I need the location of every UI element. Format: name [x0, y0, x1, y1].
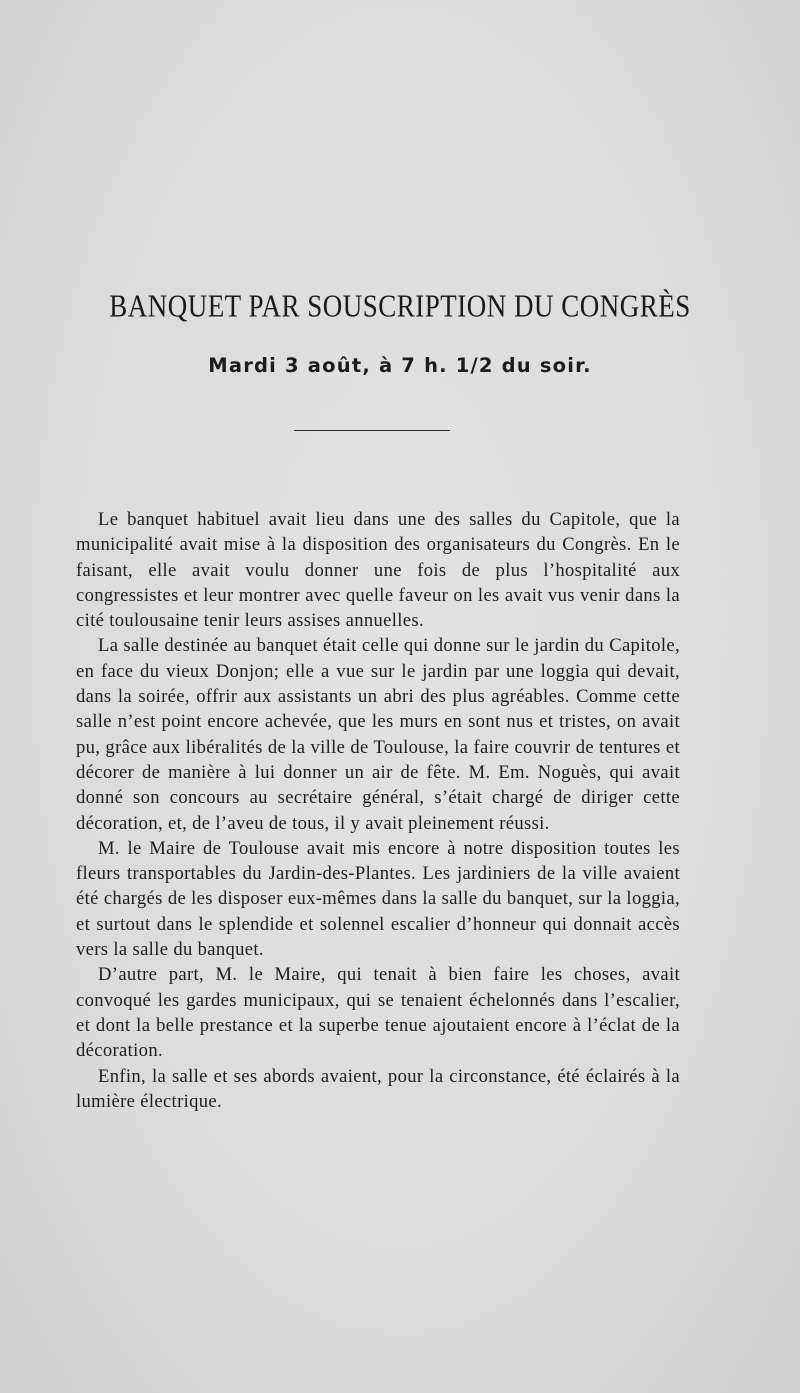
event-date-subtitle: Mardi 3 août, à 7 h. 1/2 du soir.: [208, 354, 592, 377]
paragraph-1: Le banquet habituel avait lieu dans une des salles du Capitole, que la municipalité avait mise à la disposition des organisateurs du Congrès. En le faisant, elle avait voulu donner une fois de plus l’hospitalité aux congressistes et leur montrer avec quelle faveur on les avait vus venir dans la cité toulousaine tenir leurs assises annuelles.: [76, 509, 680, 632]
page-title: BANQUET PAR SOUSCRIPTION DU CONGRÈS: [109, 288, 691, 324]
paragraph-3: M. le Maire de Toulouse avait mis encore à notre disposition toutes les fleurs transportables du Jardin-des-Plantes. Les jardiniers de la ville avaient été chargés de les disposer eux-mêmes dans la salle du banquet, sur la loggia, et surtout dans le splendide et solennel escalier d’honneur qui donnait accès vers la salle du banquet.: [76, 837, 680, 961]
paragraph-5: Enfin, la salle et ses abords avaient, pour la circonstance, été éclairés à la lumière électrique.: [76, 1065, 680, 1112]
section-divider: [294, 430, 450, 431]
paragraph-2: La salle destinée au banquet était celle qui donne sur le jardin du Capitole, en face du vieux Donjon; elle a vue sur le jardin par une loggia qui devait, dans la soirée, offrir aux assistants un abri des plus agréables. Comme cette salle n’est point encore achevée, que les murs en sont nus et tristes, on avait pu, grâce aux libéralités de la ville de Toulouse, la faire couvrir de tentures et décorer de manière à lui donner un air de fête. M. Em. Noguès, qui avait donné son concours au secrétaire général, s’était chargé de diriger cette décoration, et, de l’aveu de tous, il y avait pleinement réussi.: [76, 635, 680, 834]
paragraph-4: D’autre part, M. le Maire, qui tenait à bien faire les choses, avait convoqué les gardes municipaux, qui se tenaient échelonnés dans l’escalier, et dont la belle prestance et la superbe tenue ajoutaient encore à l’éclat de la décoration.: [76, 964, 680, 1062]
body-text: [76, 507, 680, 1114]
